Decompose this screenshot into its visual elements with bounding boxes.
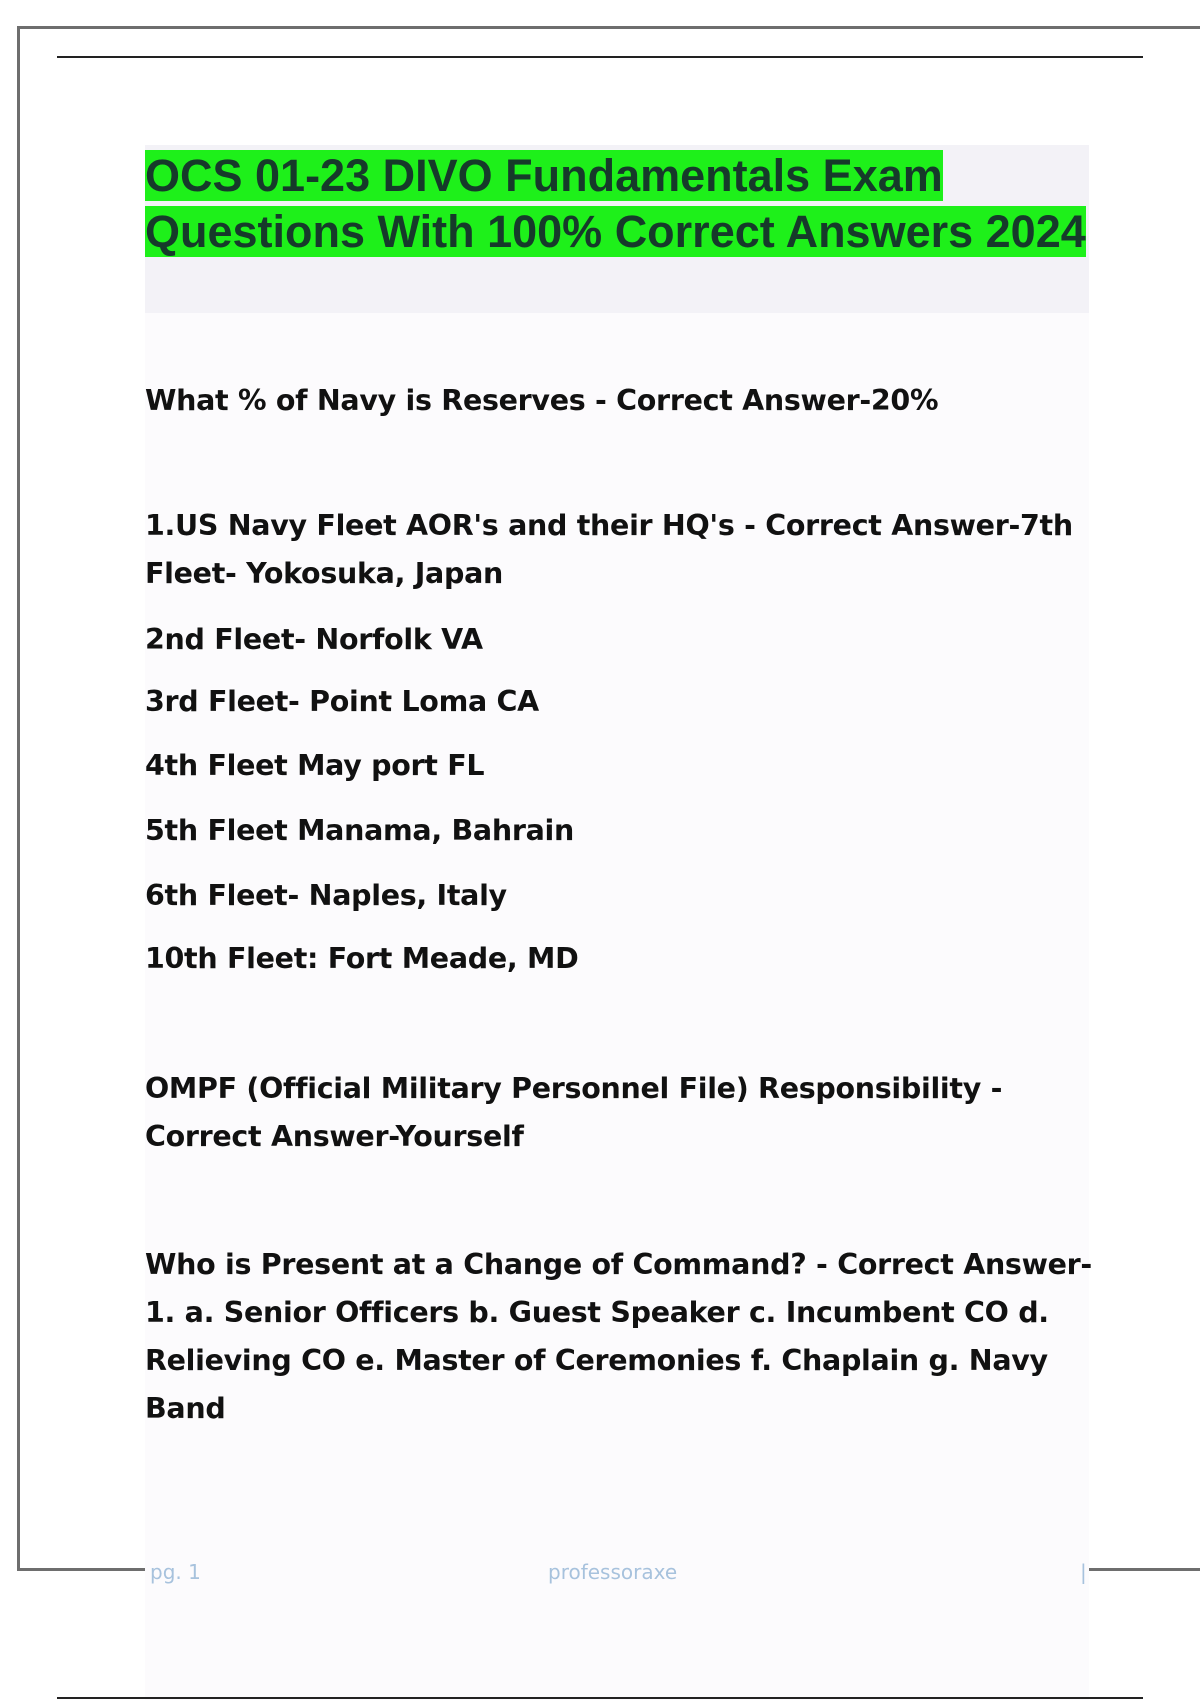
fleet-line-6th: 6th Fleet- Naples, Italy xyxy=(145,879,507,912)
footer-rule xyxy=(57,1697,1143,1699)
title-highlight: OCS 01-23 DIVO Fundamentals Exam Questions With 100% Correct Answers 2024 xyxy=(145,150,1086,257)
footer-mark: | xyxy=(1080,1560,1087,1584)
qa-ompf: OMPF (Official Military Personnel File) Responsibility - Correct Answer-Yourself xyxy=(145,1072,1003,1153)
document-title xyxy=(145,148,1105,260)
fleet-line-2nd: 2nd Fleet- Norfolk VA xyxy=(145,623,483,656)
qa-fleet-hq: 1.US Navy Fleet AOR's and their HQ's - Correct Answer-7th Fleet- Yokosuka, Japan xyxy=(145,509,1073,590)
fleet-line-3rd: 3rd Fleet- Point Loma CA xyxy=(145,685,539,718)
fleet-line-5th: 5th Fleet Manama, Bahrain xyxy=(145,814,574,847)
fleet-line-4th: 4th Fleet May port FL xyxy=(145,749,485,782)
qa-reserves: What % of Navy is Reserves - Correct Answer-20% xyxy=(145,384,939,417)
footer-page-number: pg. 1 xyxy=(150,1560,201,1584)
footer-author: professoraxe xyxy=(548,1560,678,1584)
header-rule xyxy=(57,56,1143,58)
fleet-line-10th: 10th Fleet: Fort Meade, MD xyxy=(145,942,579,975)
qa-change-of-command: Who is Present at a Change of Command? - Correct Answer-1. a. Senior Officers b. Guest Speaker c. Incumbent CO d. Relieving CO e. Master of Ceremonies f. Chaplain g. Navy Band xyxy=(145,1248,1092,1425)
